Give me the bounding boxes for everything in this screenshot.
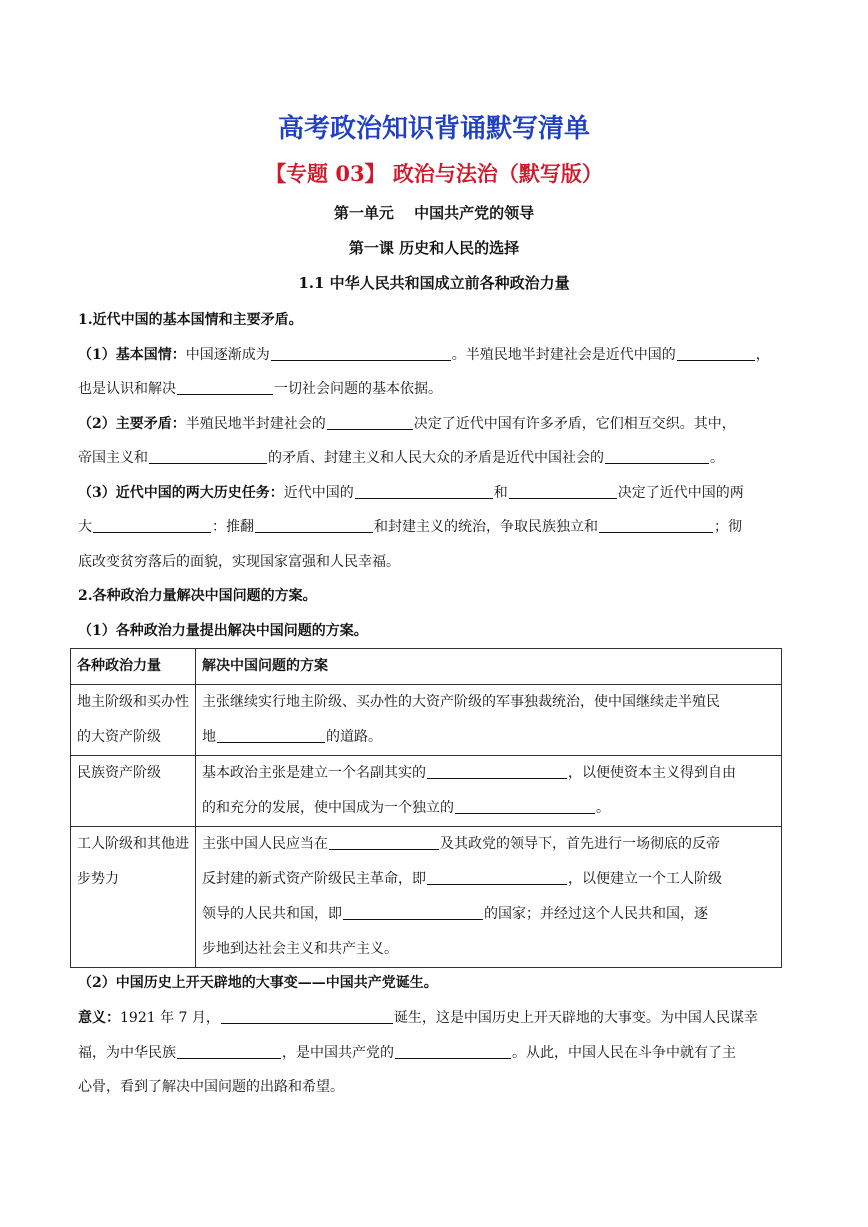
part2-sub2: （2）中国历史上开天辟地的大事变——中国共产党诞生。 — [78, 975, 438, 991]
part2-heading: 2.各种政治力量解决中国问题的方案。 — [78, 588, 317, 604]
force-cell: 工人阶级和其他进步势力 — [71, 827, 196, 968]
topic-title: 【专题 03】 政治与法治（默写版） — [265, 161, 603, 186]
force-cell: 民族资产阶级 — [71, 756, 196, 827]
fill-blank[interactable] — [93, 516, 211, 533]
part2-sub1: （1）各种政治力量提出解决中国问题的方案。 — [78, 623, 368, 639]
fill-blank[interactable] — [217, 726, 325, 743]
main-title: 高考政治知识背诵默写清单 — [277, 114, 590, 144]
fill-blank[interactable] — [327, 413, 413, 430]
table-row — [71, 685, 782, 756]
historical-tasks-line3: 底改变贫穷落后的面貌，实现国家富强和人民幸福。 — [78, 554, 400, 570]
fill-blank[interactable] — [177, 1042, 281, 1059]
force-cell: 地主阶级和买办性的大资产阶级 — [71, 685, 196, 756]
main-contradiction-line1: （2）主要矛盾：半殖民地半封建社会的 决定了近代中国有许多矛盾，它们相互交织。其中， — [78, 407, 790, 442]
basic-conditions-label: （1）基本国情： — [78, 347, 186, 363]
fill-blank[interactable] — [427, 868, 567, 885]
fill-blank[interactable] — [355, 482, 493, 499]
plan-cell: 主张中国人民应当在 及其政党的领导下，首先进行一场彻底的反帝 反封建的新式资产阶级民主革命，即 ，以便建立一个工人阶级 领导的人民共和国，即 的国家；并经过这个人民共和国，逐 步地到达社会主义和共产主义。 — [196, 827, 782, 968]
fill-blank[interactable] — [605, 447, 709, 464]
plan-cell: 基本政治主张是建立一个名副其实的 ，以便使资本主义得到自由 的和充分的发展，使中国成为一个独立的 。 — [196, 756, 782, 827]
fill-blank[interactable] — [455, 797, 595, 814]
meaning-line3: 心骨，看到了解决中国问题的出路和希望。 — [78, 1079, 344, 1095]
political-forces-table — [70, 648, 782, 968]
historical-tasks-label: （3）近代中国的两大历史任务： — [78, 485, 284, 501]
table-header-forces: 各种政治力量 — [71, 649, 196, 685]
section-title: 1.1 中华人民共和国成立前各种政治力量 — [298, 274, 570, 292]
historical-tasks-line1: （3）近代中国的两大历史任务：近代中国的 和 决定了近代中国的两 — [78, 476, 790, 511]
fill-blank[interactable] — [395, 1042, 511, 1059]
fill-blank[interactable] — [271, 344, 451, 361]
basic-conditions-line1: （1）基本国情：中国逐渐成为 。半殖民地半封建社会是近代中国的 ， — [78, 338, 790, 373]
meaning-line2: 福，为中华民族 ，是中国共产党的 。从此，中国人民在斗争中就有了主 — [78, 1036, 790, 1071]
fill-blank[interactable] — [599, 516, 713, 533]
part1-heading: 1.近代中国的基本国情和主要矛盾。 — [78, 312, 303, 328]
fill-blank[interactable] — [329, 833, 439, 850]
fill-blank[interactable] — [255, 516, 373, 533]
basic-conditions-line2: 也是认识和解决 一切社会问题的基本依据。 — [78, 372, 790, 407]
fill-blank[interactable] — [427, 762, 567, 779]
table-row — [71, 827, 782, 968]
unit-title: 第一单元 中国共产党的领导 — [333, 204, 535, 222]
fill-blank[interactable] — [221, 1007, 393, 1024]
meaning-line1: 意义：1921 年 7 月， 诞生，这是中国历史上开天辟地的大事变。为中国人民谋幸 — [78, 1001, 790, 1036]
main-contradiction-label: （2）主要矛盾： — [78, 416, 186, 432]
historical-tasks-line2: 大 ：推翻 和封建主义的统治，争取民族独立和 ；彻 — [78, 510, 790, 545]
fill-blank[interactable] — [343, 903, 483, 920]
fill-blank[interactable] — [509, 482, 617, 499]
fill-blank[interactable] — [177, 378, 273, 395]
table-row — [71, 756, 782, 827]
plan-cell: 主张继续实行地主阶级、买办性的大资产阶级的军事独裁统治，使中国继续走半殖民 地 的道路。 — [196, 685, 782, 756]
lesson-title: 第一课 历史和人民的选择 — [348, 239, 520, 257]
fill-blank[interactable] — [677, 344, 755, 361]
table-header-plans: 解决中国问题的方案 — [196, 649, 782, 685]
table-header-row — [71, 649, 782, 685]
fill-blank[interactable] — [149, 447, 267, 464]
meaning-label: 意义： — [78, 1010, 120, 1026]
main-contradiction-line2: 帝国主义和 的矛盾、封建主义和人民大众的矛盾是近代中国社会的 。 — [78, 441, 790, 476]
